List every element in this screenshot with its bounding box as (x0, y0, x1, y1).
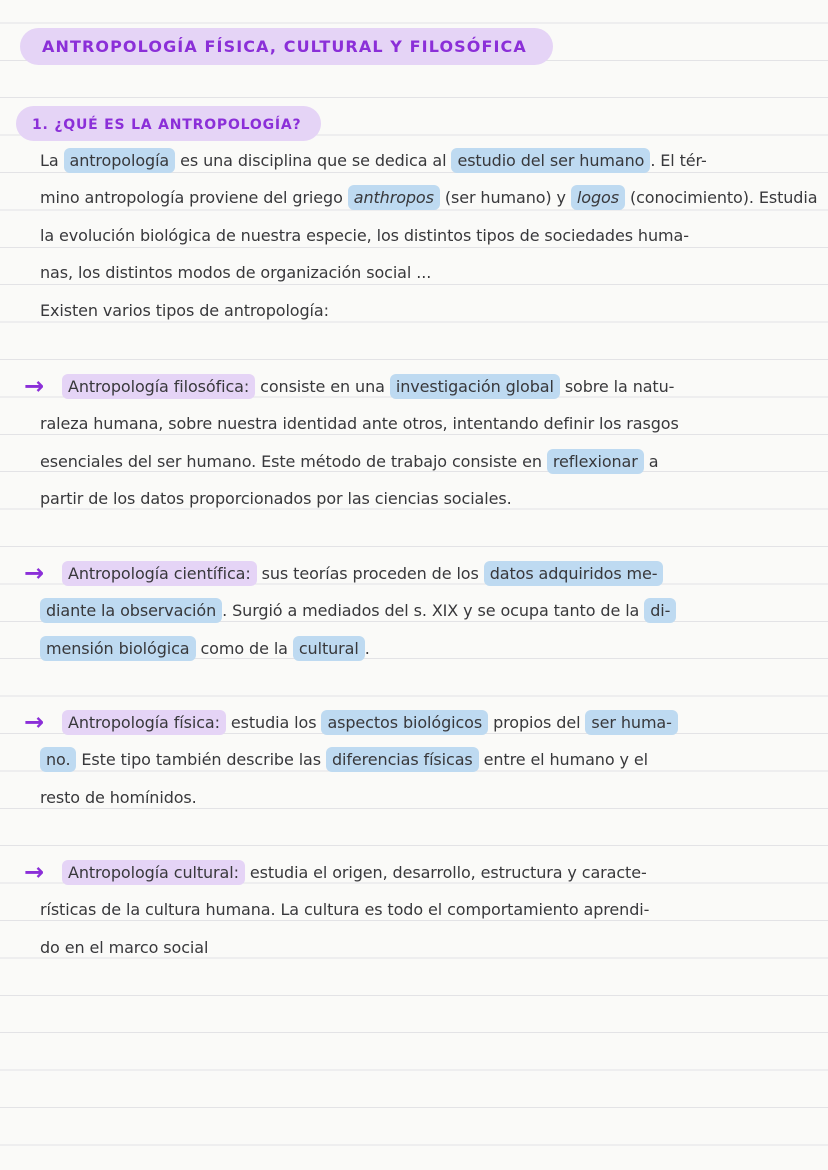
text-run: a (643, 451, 659, 471)
handwritten-line (40, 443, 815, 480)
handwritten-line (40, 779, 815, 816)
bullet-item-antropologia-cultural (24, 854, 815, 966)
term-highlight: Antropología científica: (62, 561, 257, 586)
bullet-item-antropologia-cientifica (24, 555, 815, 667)
handwritten-line (40, 254, 815, 291)
term-highlight: Antropología física: (62, 710, 226, 735)
text-run: Existen varios tipos de antropología: (40, 300, 329, 320)
highlighted-text: aspectos biológicos (321, 710, 488, 735)
bullet-item-antropologia-filosofica (24, 368, 815, 518)
highlighted-text: diante la observación (40, 598, 222, 623)
text-run: estudia los (225, 713, 322, 732)
highlighted-text: investigación global (390, 374, 560, 399)
highlighted-text: reflexionar (547, 449, 644, 474)
highlighted-text: datos adquiridos me- (484, 561, 664, 586)
text-run: . El tér- (650, 151, 707, 170)
highlighted-text: antropología (64, 148, 176, 173)
text-run: (conocimiento). Estudia (624, 188, 818, 208)
text-run: (ser humano) y (439, 188, 571, 208)
handwritten-line (40, 704, 815, 741)
text-run: Este tipo también describe las (76, 750, 326, 770)
text-run: la evolución biológica de nuestra especie, los distintos tipos de sociedades huma- (40, 225, 689, 245)
handwritten-line (40, 217, 815, 254)
section-heading: 1. ¿QUÉ ES LA ANTROPOLOGÍA? (32, 117, 302, 133)
arrow-icon: → (24, 858, 45, 886)
page-title-highlight (20, 28, 553, 65)
text-run: sus teorías proceden de los (256, 564, 484, 583)
arrow-icon: → (24, 559, 45, 587)
bullet-item-text (40, 368, 815, 518)
handwritten-line (40, 480, 815, 517)
intro-paragraph (40, 142, 818, 329)
highlighted-text: logos (571, 185, 625, 210)
text-run: La (40, 151, 64, 170)
highlighted-text: anthropos (348, 185, 440, 210)
handwritten-line (40, 368, 815, 405)
text-run: sobre la natu- (559, 377, 675, 396)
highlighted-text: di- (644, 598, 676, 623)
highlighted-text: diferencias físicas (326, 747, 479, 772)
highlighted-text: ser huma- (585, 710, 677, 735)
handwritten-line (40, 891, 815, 928)
handwritten-line (40, 854, 815, 891)
arrow-icon: → (24, 372, 45, 400)
text-run: es una disciplina que se dedica al (175, 151, 452, 170)
handwritten-line (40, 741, 815, 778)
text-run: consiste en una (255, 377, 390, 396)
text-run: resto de homínidos. (40, 787, 197, 807)
highlighted-text: estudio del ser humano (451, 148, 650, 173)
text-run: . Surgió a mediados del s. XIX y se ocupa tanto de la (222, 601, 645, 621)
page-title: ANTROPOLOGÍA FÍSICA, CULTURAL Y FILOSÓFICA (42, 37, 527, 56)
text-run: como de la (195, 638, 293, 658)
term-highlight: Antropología filosófica: (62, 374, 255, 399)
bullet-item-text (40, 555, 815, 667)
bullet-item-text (40, 854, 815, 966)
highlighted-text: cultural (293, 636, 365, 661)
handwritten-line (40, 630, 815, 667)
term-highlight: Antropología cultural: (62, 860, 245, 885)
handwritten-line (40, 179, 818, 216)
text-run: estudia el origen, desarrollo, estructura y caracte- (244, 863, 647, 882)
text-run: entre el humano y el (478, 750, 648, 770)
highlighted-text: mensión biológica (40, 636, 196, 661)
handwritten-line (40, 555, 815, 592)
text-run: . (364, 638, 370, 658)
handwritten-line (40, 929, 815, 966)
handwritten-line (40, 292, 815, 329)
text-run: rísticas de la cultura humana. La cultura es todo el comportamiento aprendi- (40, 900, 650, 920)
text-run: propios del (488, 713, 586, 732)
handwritten-line (40, 592, 815, 629)
text-run: esenciales del ser humano. Este método de trabajo consiste en (40, 451, 547, 471)
bullet-item-antropologia-fisica (24, 704, 815, 816)
text-run: partir de los datos proporcionados por las ciencias sociales. (40, 489, 512, 509)
handwritten-line (40, 142, 815, 179)
section-heading-highlight (16, 106, 321, 141)
highlighted-text: no. (40, 747, 76, 772)
arrow-icon: → (24, 708, 45, 736)
handwritten-line (40, 405, 815, 442)
text-run: mino antropología proviene del griego (40, 188, 348, 208)
bullet-item-text (40, 704, 815, 816)
text-run: do en el marco social (40, 937, 209, 957)
text-run: raleza humana, sobre nuestra identidad ante otros, intentando definir los rasgos (40, 414, 679, 434)
text-run: nas, los distintos modos de organización social ... (40, 263, 432, 283)
